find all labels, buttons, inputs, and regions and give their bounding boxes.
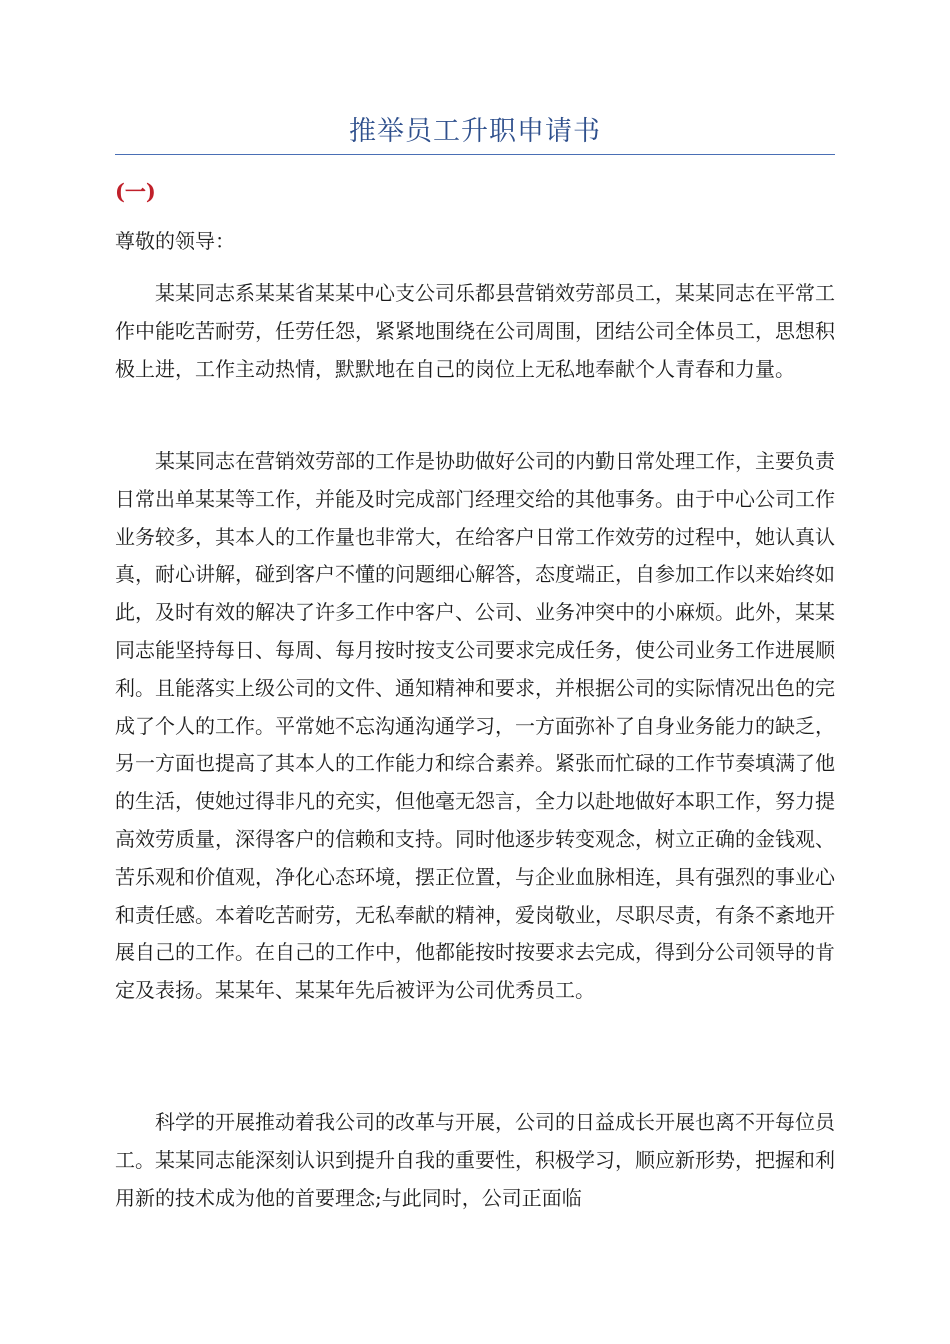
body-paragraph: 某某同志在营销效劳部的工作是协助做好公司的内勤日常处理工作，主要负责日常出单某某等工作，并能及时完成部门经理交给的其他事务。由于中心公司工作业务较多，其本人的工作量也非常大，在给客户日常工作效劳的过程中，她认真认真，耐心讲解，碰到客户不懂的问题细心解答，态度端正，自参加工作以来始终如此，及时有效的解决了许多工作中客户、公司、业务冲突中的小麻烦。此外，某某同志能坚持每日、每周、每月按时按支公司要求完成任务，使公司业务工作进展顺利。且能落实上级公司的文件、通知精神和要求，并根据公司的实际情况出色的完成了个人的工作。平常她不忘沟通沟通学习，一方面弥补了自身业务能力的缺乏，另一方面也提高了其本人的工作能力和综合素养。紧张而忙碌的工作节奏填满了他的生活，使她过得非凡的充实，但他毫无怨言，全力以赴地做好本职工作，努力提高效劳质量，深得客户的信赖和支持。同时他逐步转变观念，树立正确的金钱观、苦乐观和价值观，净化心态环境，摆正位置，与企业血脉相连，具有强烈的事业心和责任感。本着吃苦耐劳，无私奉献的精神，爱岗敬业，尽职尽责，有条不紊地开展自己的工作。在自己的工作中，他都能按时按要求去完成，得到分公司领导的肯定及表扬。某某年、某某年先后被评为公司优秀员工。 <box>115 449 835 1003</box>
title-underline <box>115 154 835 155</box>
document-title: 推举员工升职申请书 <box>349 116 601 147</box>
body-paragraph: 科学的开展推动着我公司的改革与开展，公司的日益成长开展也离不开每位员工。某某同志能深刻认识到提升自我的重要性，积极学习，顺应新形势，把握和利用新的技术成为他的首要理念;与此同时，公司正面临 <box>115 1110 835 1210</box>
body-paragraph: 某某同志系某某省某某中心支公司乐都县营销效劳部员工，某某同志在平常工作中能吃苦耐劳，任劳任怨，紧紧地围绕在公司周围，团结公司全体员工，思想积极上进，工作主动热情，默默地在自己的岗位上无私地奉献个人青春和力量。 <box>115 281 835 381</box>
salutation: 尊敬的领导： <box>115 229 235 253</box>
section-marker: (一) <box>115 179 156 204</box>
